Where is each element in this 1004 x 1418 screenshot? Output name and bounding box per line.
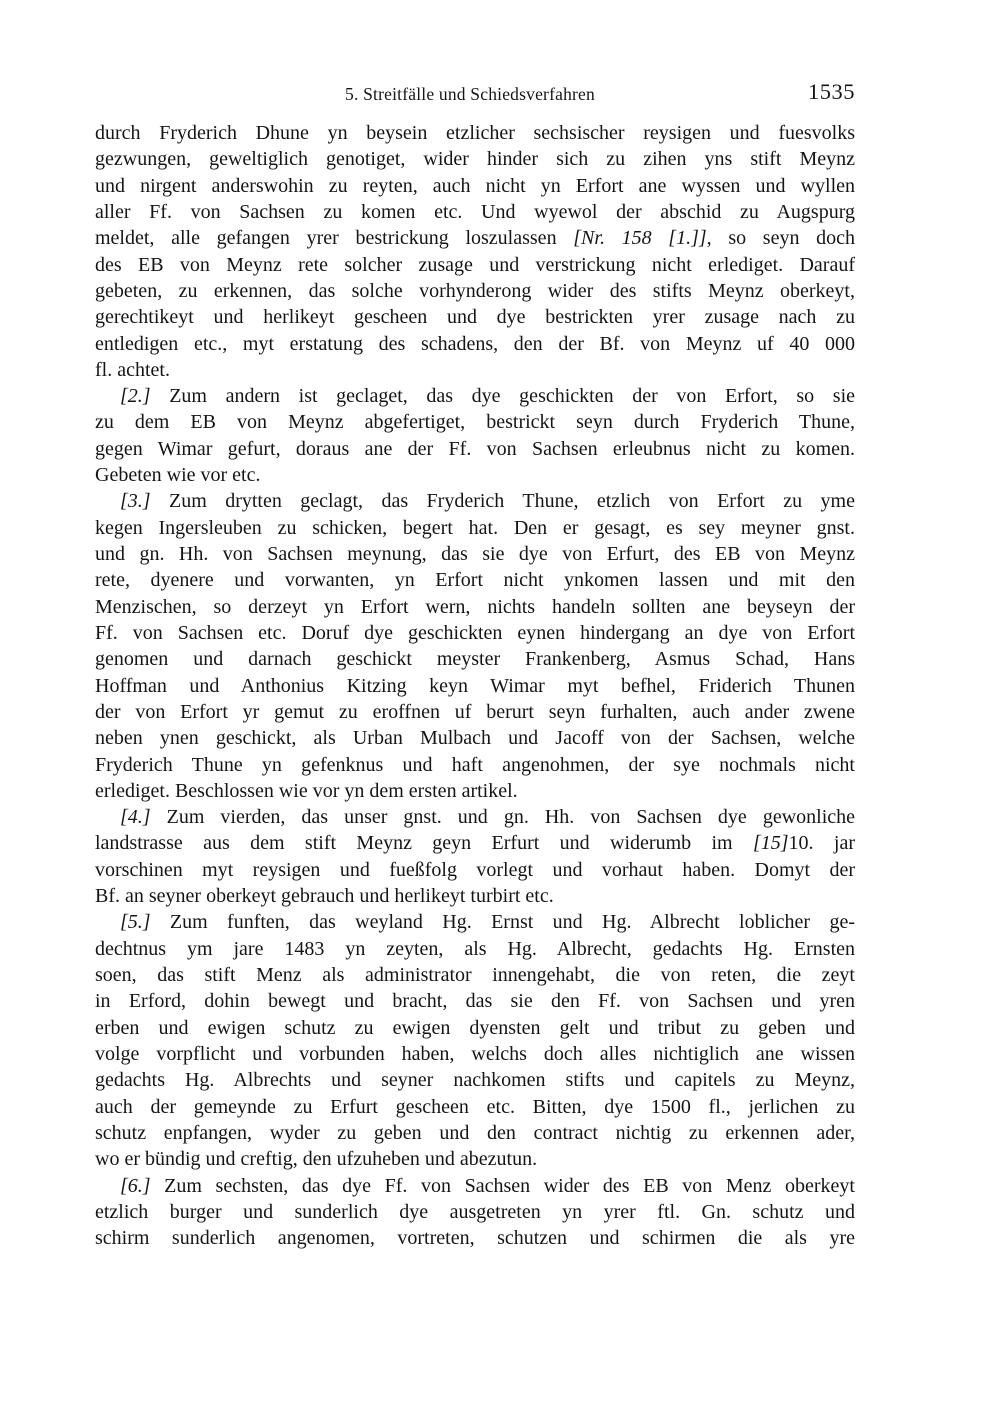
text-segment: Menzischen, so derzeyt yn Erfort wern, nichts handeln sollten ane beyseyn der [95,595,855,618]
text-line [95,1199,855,1225]
text-segment: soen, das stift Menz als administrator innengehabt, die von reten, die zeyt [95,964,855,986]
text-line [95,462,855,488]
text-line [95,304,855,330]
text-segment: landstrasse aus dem stift Meynz geyn Erfurt und widerumb im [95,832,753,855]
text-segment: Zum funften, das weyland Hg. Ernst und Hg. Albrecht loblicher ge- [150,911,855,934]
italic-text-segment: [6.] [120,1174,151,1197]
italic-text-segment: [3.] [120,490,151,513]
italic-text-segment: [4.] [120,806,151,829]
text-segment: genomen und darnach geschickt meyster Frankenberg, Asmus Schad, Hans [95,648,855,671]
text-line [95,357,855,383]
text-line [95,146,855,172]
text-segment: Hoffman und Anthonius Kitzing keyn Wimar myt befhel, Friderich Thunen [95,674,855,697]
page-content [95,79,855,1251]
text-segment: schirm sunderlich angenomen, vortreten, schutzen und schirmen die als yre [95,1227,855,1250]
text-line [95,883,855,909]
text-segment: und nirgent anderswohin zu reyten, auch nicht yn Erfort ane wyssen und wyllen [95,174,855,197]
text-line [95,409,855,435]
text-line [95,331,855,357]
text-line [95,278,855,304]
text-segment: der von Erfort yr gemut zu eroffnen uf berurt seyn furhalten, auch ander zwene [95,700,855,723]
text-line [95,673,855,699]
text-line [95,646,855,672]
text-segment: volge vorpflicht und vorbunden haben, welchs doch alles nichtiglich ane wissen [95,1042,855,1065]
body-text [95,120,855,1251]
italic-text-segment: [2.] [120,385,151,408]
text-line [95,936,855,962]
text-segment: Zum drytten geclagt, das Fryderich Thune, etzlich von Erfort zu yme [150,490,855,513]
text-line [95,909,855,935]
text-line [95,1041,855,1067]
text-line [95,120,855,146]
page-number: 1535 [808,79,855,104]
text-segment: erben und ewigen schutz zu ewigen dyensten gelt und tribut zu geben und [95,1016,855,1039]
text-segment: wo er bündig und creftig, den ufzuheben und abezutun. [95,1148,538,1171]
text-line [95,699,855,725]
section-title: 5. Streitfälle und Schiedsverfahren [345,84,595,104]
text-line [95,1173,855,1199]
text-line [95,725,855,751]
text-line [95,1225,855,1251]
text-line [95,567,855,593]
text-segment: entledigen etc., myt erstatung des schadens, den der Bf. von Meynz uf 40 000 [95,332,855,355]
text-segment: Zum vierden, das unser gnst. und gn. Hh. von Sachsen dye gewonliche [150,806,855,829]
text-line [95,594,855,620]
text-segment: auch der gemeynde zu Erfurt gescheen etc. Bitten, dye 1500 fl., jerlichen zu [95,1095,855,1118]
text-segment: etzlich burger und sunderlich dye ausgetreten yn yrer ftl. Gn. schutz und [95,1200,855,1223]
text-segment: , so seyn doch [706,227,855,250]
text-segment: gebeten, zu erkennen, das solche vorhynderong wider des stifts Meynz oberkeyt, [95,279,855,302]
text-line [95,383,855,409]
text-segment: rete, dyenere und vorwanten, yn Erfort nicht ynkomen lassen und mit den [95,569,855,592]
text-segment: meldet, alle gefangen yrer bestrickung loszulassen [95,227,574,250]
text-segment: aller Ff. von Sachsen zu komen etc. Und wyewol der abschid zu Augspurg [95,200,855,223]
text-segment: Zum andern ist geclaget, das dye geschickten der von Erfort, so sie [150,385,855,408]
text-line [95,1067,855,1093]
text-segment: des EB von Meynz rete solcher zusage und verstrickung nicht erlediget. Darauf [95,253,855,276]
text-segment: gerechtikeyt und herlikeyt gescheen und dye bestrickten yrer zusage nach zu [95,306,855,329]
text-segment: dechtnus ym jare 1483 yn zeyten, als Hg. Albrecht, gedachts Hg. Ernsten [95,937,855,960]
text-segment: gedachts Hg. Albrechts und seyner nachkomen stifts und capitels zu Meynz, [95,1069,855,1092]
text-line [95,988,855,1014]
text-segment: in Erford, dohin bewegt und bracht, das sie den Ff. von Sachsen und yren [95,990,855,1013]
text-line [95,778,855,804]
text-line [95,199,855,225]
text-segment: gezwungen, geweltiglich genotiget, wider hinder sich zu zihen yns stift Meynz [95,148,855,171]
text-line [95,225,855,251]
text-line [95,1015,855,1041]
text-line [95,436,855,462]
text-segment: Bf. an seyner oberkeyt gebrauch und herlikeyt turbirt etc. [95,885,554,908]
text-line [95,804,855,830]
italic-text-segment: [5.] [120,911,151,934]
text-segment: fl. achtet. [95,358,170,381]
text-line [95,488,855,514]
text-line [95,173,855,199]
text-segment: gegen Wimar gefurt, doraus ane der Ff. von Sachsen erleubnus nicht zu komen. [95,437,855,460]
text-segment: schutz enpfangen, wyder zu geben und den contract nichtig zu erkennen ader, [95,1121,855,1144]
text-line [95,1146,855,1172]
text-segment: erlediget. Beschlossen wie vor yn dem ersten artikel. [95,779,518,802]
text-line [95,830,855,856]
text-line [95,1094,855,1120]
text-segment: Fryderich Thune yn gefenknus und haft angenohmen, der sye nochmals nicht [95,753,855,776]
text-line [95,752,855,778]
italic-text-segment: [Nr. 158 [1.]] [573,227,707,250]
text-segment: Ff. von Sachsen etc. Doruf dye geschickten eynen hindergang an dye von Erfort [95,621,855,644]
text-line [95,515,855,541]
italic-text-segment: [15] [752,832,789,855]
text-line [95,620,855,646]
text-segment: Zum sechsten, das dye Ff. von Sachsen wider des EB von Menz oberkeyt [150,1174,855,1197]
running-head [95,79,855,106]
text-segment: neben ynen geschickt, als Urban Mulbach und Jacoff von der Sachsen, welche [95,727,855,750]
text-line [95,857,855,883]
text-segment: durch Fryderich Dhune yn beysein etzlicher sechsischer reysigen und fuesvolks [95,122,855,144]
text-segment: vorschinen myt reysigen und fueßfolg vorlegt und vorhaut haben. Domyt der [95,858,855,881]
text-segment: kegen Ingersleuben zu schicken, begert hat. Den er gesagt, es sey meyner gnst. [95,516,855,539]
text-segment: zu dem EB von Meynz abgefertiget, bestrickt seyn durch Fryderich Thune, [95,411,855,434]
text-line [95,252,855,278]
text-line [95,1120,855,1146]
text-line [95,962,855,988]
text-segment: 10. jar [788,832,855,855]
text-segment: und gn. Hh. von Sachsen meynung, das sie dye von Erfurt, des EB von Meynz [95,543,855,565]
text-segment: Gebeten wie vor etc. [95,464,261,487]
text-line [95,541,855,567]
